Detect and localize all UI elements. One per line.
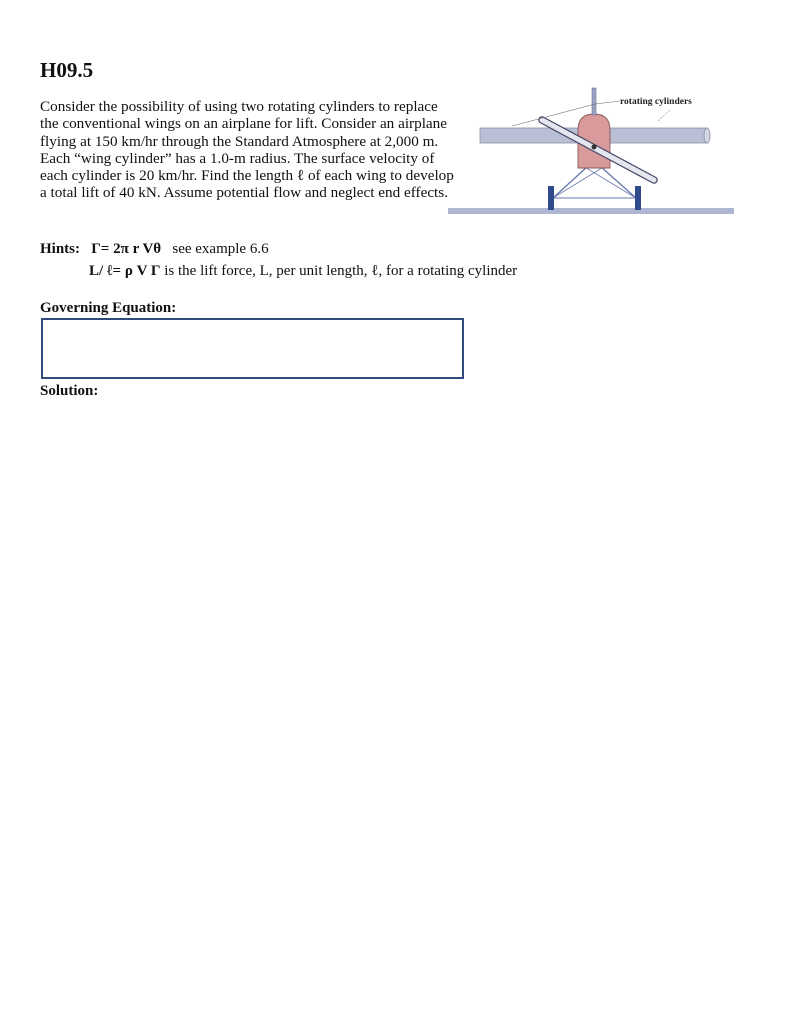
problem-title: H09.5 — [40, 58, 94, 82]
wing-cylinder-end — [704, 128, 710, 143]
propeller-hub — [592, 145, 597, 150]
hint-note-1: see example 6.6 — [172, 241, 269, 257]
right-wheel — [635, 186, 641, 210]
hint-row-2 — [40, 260, 517, 282]
airplane-figure — [448, 80, 738, 220]
ground-strip — [448, 208, 734, 214]
hint-equation-1: Γ= 2π r Vθ — [91, 241, 162, 257]
governing-equation-label: Governing Equation: — [40, 300, 177, 316]
hints-block — [40, 238, 517, 282]
governing-equation-box[interactable] — [41, 318, 464, 379]
left-wheel — [548, 186, 554, 210]
hint-row-1 — [40, 238, 517, 260]
hint-equation-2: L/ ℓ= ρ V Γ — [89, 263, 161, 279]
tail-fin — [592, 88, 596, 115]
problem-statement: Consider the possibility of using two rotating cylinders to replace the conventional wings on an airplane for lift. Consider an airplane flying at 150 km/hr through the Standard Atmosphere at 2,000 m. Each “wing cylinder” has a 1.0-m radius. The surface velocity of each cylinder is 20 km/hr. Find the length ℓ of each wing to develop a total lift of 40 kN. Assume potential flow and neglect end effects. — [40, 98, 454, 202]
hints-label: Hints: — [40, 241, 81, 257]
figure-label: rotating cylinders — [620, 97, 692, 107]
solution-label: Solution: — [40, 383, 99, 399]
hint-note-2: is the lift force, L, per unit length, ℓ, for a rotating cylinder — [164, 263, 518, 279]
